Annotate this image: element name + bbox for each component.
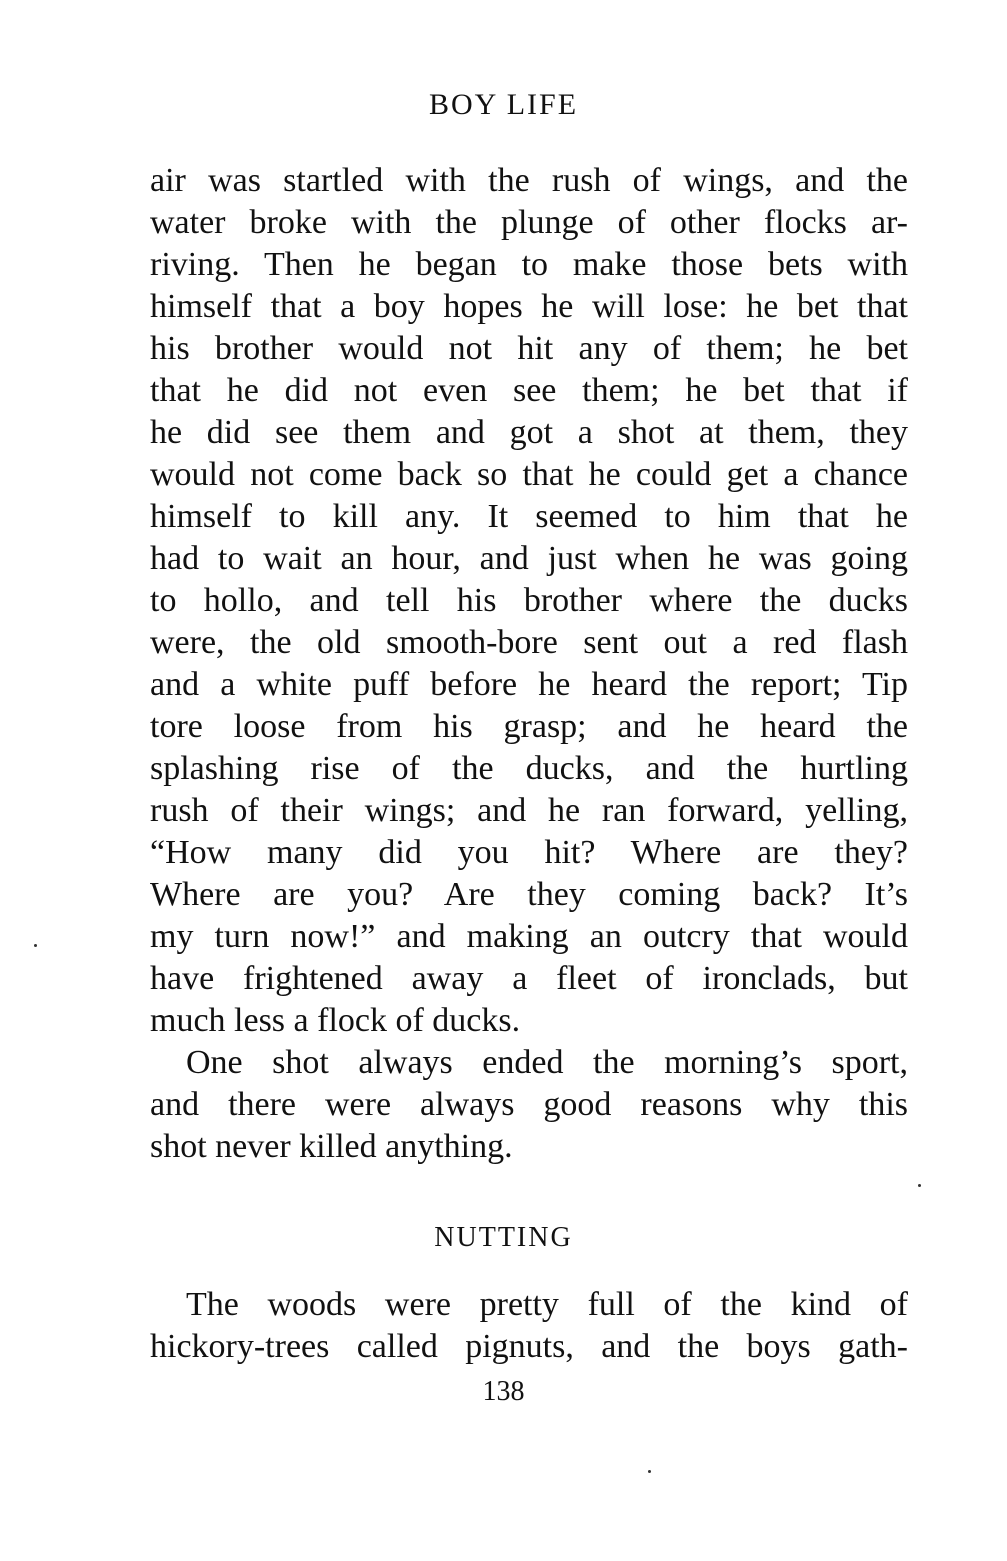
print-speck (648, 1470, 651, 1473)
text-line: tore loose from his grasp; and he heard the (150, 708, 908, 745)
text-line: Where are you? Are they coming back? It’s (150, 876, 908, 913)
text-line: himself that a boy hopes he will lose: he bet that (150, 288, 908, 325)
text-line: had to wait an hour, and just when he was going (150, 540, 908, 577)
text-line: splashing rise of the ducks, and the hurtling (150, 750, 908, 787)
text-line: himself to kill any. It seemed to him that he (150, 498, 908, 535)
text-line: hickory-trees called pignuts, and the boys gath- (150, 1328, 908, 1365)
running-head: BOY LIFE (428, 88, 579, 121)
text-line: air was startled with the rush of wings, and the (150, 162, 908, 199)
text-line: would not come back so that he could get a chance (150, 456, 908, 493)
print-speck (918, 1184, 921, 1187)
text-line: were, the old smooth-bore sent out a red flash (150, 624, 908, 661)
page-number: 138 (482, 1376, 525, 1407)
text-line: his brother would not hit any of them; he bet (150, 330, 908, 367)
body-text-continued (150, 1284, 908, 1368)
text-line: much less a flock of ducks. (150, 1002, 521, 1039)
text-line: he did see them and got a shot at them, they (150, 414, 908, 451)
text-line: and a white puff before he heard the report; Tip (150, 666, 908, 703)
text-line: that he did not even see them; he bet that if (150, 372, 908, 409)
text-line: The woods were pretty full of the kind of (186, 1286, 908, 1323)
text-line: “How many did you hit? Where are they? (150, 834, 908, 871)
text-line: to hollo, and tell his brother where the ducks (150, 582, 908, 619)
text-line: and there were always good reasons why this (150, 1086, 908, 1123)
text-line: shot never killed anything. (150, 1128, 513, 1165)
section-heading: NUTTING (434, 1222, 573, 1253)
text-line: have frightened away a fleet of ironclads, but (150, 960, 908, 997)
print-speck (34, 944, 37, 947)
text-line: water broke with the plunge of other flocks ar- (150, 204, 908, 241)
body-text (150, 160, 908, 1168)
text-line: rush of their wings; and he ran forward, yelling, (150, 792, 908, 829)
text-line: my turn now!” and making an outcry that would (150, 918, 908, 955)
text-line: One shot always ended the morning’s sport, (186, 1044, 908, 1081)
text-line: riving. Then he began to make those bets with (150, 246, 908, 283)
